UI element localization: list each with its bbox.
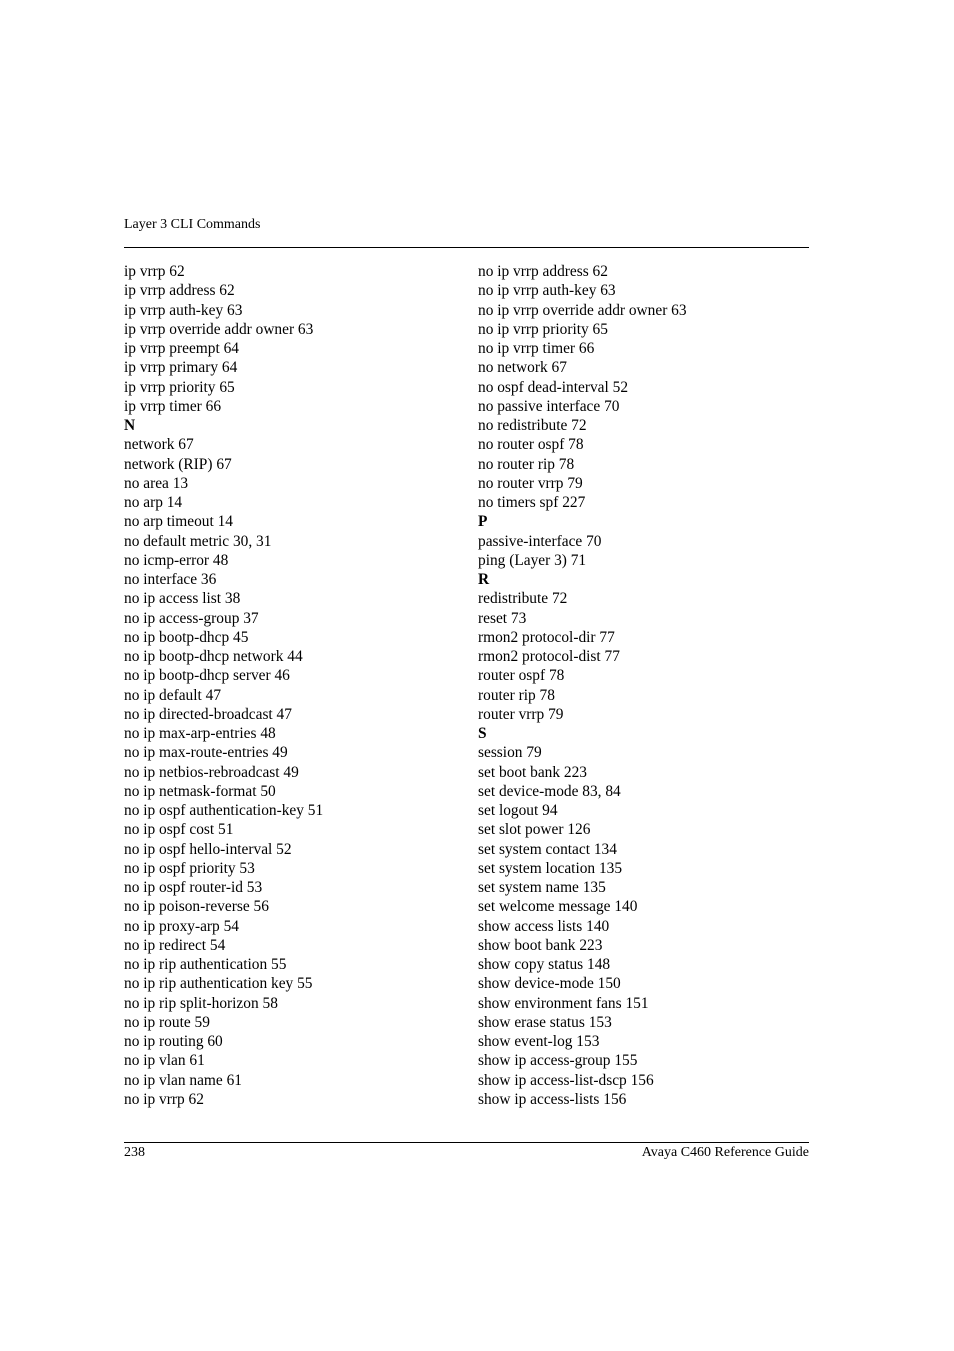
index-entry: no ip ospf router-id 53: [124, 879, 263, 896]
index-entry: set slot power 126: [478, 821, 591, 839]
index-entry: set device-mode 83, 84: [478, 782, 621, 800]
index-letter-heading: S: [478, 725, 487, 742]
index-entry: no router rip 78: [478, 455, 575, 473]
index-entry: ip vrrp timer 66: [124, 397, 222, 415]
index-entry: ip vrrp override addr owner 63: [124, 320, 314, 338]
index-entry: no ip vlan name 61: [124, 1071, 242, 1089]
index-entry: no ip vlan 61: [124, 1052, 205, 1070]
index-entry: no ip vrrp auth-key 63: [478, 282, 616, 300]
index-entry: no ip vrrp 62: [124, 1090, 204, 1108]
index-entry: no ip directed-broadcast 47: [124, 705, 292, 723]
index-entry: set welcome message 140: [478, 898, 638, 916]
index-entry: no ip default 47: [124, 686, 222, 704]
index-entry: no icmp-error 48: [124, 551, 229, 569]
index-entry: no ip rip authentication key 55: [124, 975, 313, 993]
index-letter-heading: R: [478, 571, 490, 588]
index-entry: rmon2 protocol-dist 77: [478, 648, 620, 665]
running-header: Layer 3 CLI Commands: [124, 217, 261, 232]
index-column-left: [124, 262, 323, 1109]
index-entry: reset 73: [478, 609, 527, 627]
page-number: 238: [124, 1145, 145, 1160]
index-entry: ip vrrp primary 64: [124, 359, 238, 377]
index-entry: show boot bank 223: [478, 936, 603, 954]
index-entry: network (RIP) 67: [124, 455, 232, 473]
index-letter-heading: P: [478, 513, 488, 531]
header-rule: [124, 247, 809, 248]
index-entry: show access lists 140: [478, 917, 610, 935]
index-entry: ip vrrp preempt 64: [124, 340, 239, 357]
index-entry: no ip bootp-dhcp server 46: [124, 667, 290, 685]
index-entry: router vrrp 79: [478, 705, 564, 723]
index-entry: no ip ospf cost 51: [124, 821, 234, 839]
footer-rule: [124, 1142, 809, 1143]
index-entry: no ip rip authentication 55: [124, 956, 287, 973]
index-entry: no ip max-route-entries 49: [124, 744, 288, 762]
index-entry: no router ospf 78: [478, 436, 584, 454]
index-column-right: [478, 262, 687, 1109]
index-entry: no default metric 30, 31: [124, 532, 272, 550]
index-entry: no ip netbios-rebroadcast 49: [124, 763, 299, 781]
index-entry: set system contact 134: [478, 840, 617, 858]
index-entry: no ip vrrp address 62: [478, 263, 608, 280]
index-entry: no ip route 59: [124, 1013, 210, 1031]
index-entry: no router vrrp 79: [478, 474, 583, 492]
index-entry: network 67: [124, 436, 194, 454]
index-entry: no ip ospf hello-interval 52: [124, 840, 292, 858]
index-entry: show ip access-list-dscp 156: [478, 1071, 654, 1089]
index-entry: no ip poison-reverse 56: [124, 898, 269, 916]
index-entry: no ip netmask-format 50: [124, 782, 276, 800]
index-entry: no ip redirect 54: [124, 936, 226, 954]
index-entry: ip vrrp address 62: [124, 282, 235, 300]
index-entry: show event-log 153: [478, 1033, 600, 1050]
index-entry: no ip routing 60: [124, 1033, 223, 1050]
index-entry: show ip access-group 155: [478, 1052, 638, 1070]
book-title: Avaya C460 Reference Guide: [641, 1145, 809, 1160]
index-entry: no ip rip split-horizon 58: [124, 994, 278, 1012]
index-entry: no ip vrrp override addr owner 63: [478, 301, 687, 319]
index-entry: no timers spf 227: [478, 494, 586, 511]
index-entry: show environment fans 151: [478, 994, 649, 1012]
index-entry: no ip ospf priority 53: [124, 859, 255, 877]
index-entry: no arp timeout 14: [124, 513, 233, 531]
index-entry: show ip access-lists 156: [478, 1090, 627, 1108]
index-entry: set system location 135: [478, 859, 623, 877]
index-entry: no arp 14: [124, 494, 183, 511]
index-entry: show device-mode 150: [478, 975, 621, 993]
index-entry: no ip access list 38: [124, 590, 241, 608]
index-entry: no redistribute 72: [478, 417, 587, 434]
index-entry: no ip vrrp priority 65: [478, 320, 608, 338]
index-entry: no ip vrrp timer 66: [478, 340, 595, 357]
index-entry: ping (Layer 3) 71: [478, 551, 587, 569]
index-entry: router ospf 78: [478, 667, 565, 685]
index-entry: set boot bank 223: [478, 763, 588, 781]
index-entry: no network 67: [478, 359, 567, 377]
index-entry: show erase status 153: [478, 1013, 612, 1031]
index-entry: rmon2 protocol-dir 77: [478, 628, 615, 646]
index-entry: no ip bootp-dhcp network 44: [124, 648, 303, 665]
index-entry: no ip bootp-dhcp 45: [124, 628, 249, 646]
index-entry: ip vrrp 62: [124, 263, 185, 280]
index-entry: redistribute 72: [478, 590, 568, 608]
index-entry: no ip proxy-arp 54: [124, 917, 239, 935]
index-entry: show copy status 148: [478, 956, 611, 973]
index-entry: set logout 94: [478, 802, 558, 819]
index-entry: no ip max-arp-entries 48: [124, 725, 276, 742]
index-entry: session 79: [478, 744, 542, 762]
index-entry: ip vrrp auth-key 63: [124, 301, 243, 319]
index-entry: no area 13: [124, 474, 189, 492]
index-entry: passive-interface 70: [478, 532, 602, 550]
index-entry: no passive interface 70: [478, 397, 620, 415]
index-entry: router rip 78: [478, 686, 555, 704]
index-entry: set system name 135: [478, 879, 606, 896]
index-letter-heading: N: [124, 417, 136, 434]
index-entry: no interface 36: [124, 571, 217, 588]
index-entry: no ip access-group 37: [124, 609, 259, 627]
index-entry: no ospf dead-interval 52: [478, 378, 629, 396]
index-entry: ip vrrp priority 65: [124, 378, 235, 396]
index-entry: no ip ospf authentication-key 51: [124, 802, 324, 819]
